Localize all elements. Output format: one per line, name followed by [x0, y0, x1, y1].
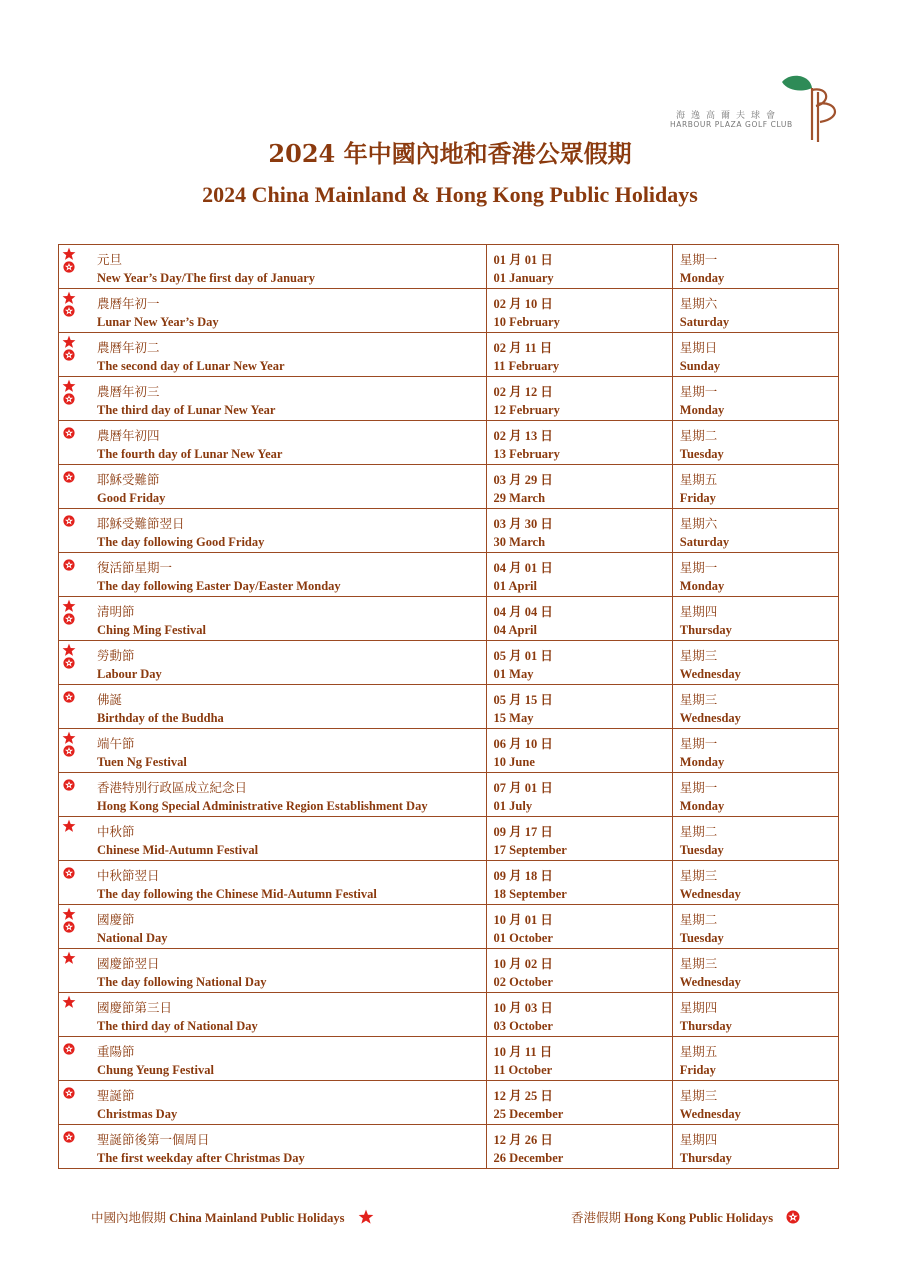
holiday-name-english: Lunar New Year’s Day: [97, 315, 219, 329]
holiday-name-chinese: 中秋節翌日: [97, 868, 160, 883]
holiday-date-chinese: 10 月 02 日: [493, 957, 553, 971]
holiday-name-cell: [59, 289, 487, 333]
holiday-row: [59, 509, 839, 553]
holiday-date-chinese: 04 月 04 日: [493, 605, 553, 619]
holiday-date-chinese: 02 月 13 日: [493, 429, 553, 443]
holiday-weekday-chinese: 星期三: [679, 956, 718, 971]
holiday-weekday-english: Monday: [679, 799, 725, 813]
holiday-name-chinese: 國慶節: [97, 912, 135, 927]
hongkong-holiday-bauhinia-icon: [63, 393, 80, 405]
holiday-name-chinese: 聖誕節後第一個周日: [97, 1132, 210, 1147]
holiday-date-english: 11 October: [493, 1063, 553, 1077]
holiday-weekday-chinese: 星期二: [679, 912, 718, 927]
holiday-date-chinese: 09 月 17 日: [493, 825, 553, 839]
holiday-date-english: 10 June: [493, 755, 535, 769]
holiday-row: [59, 289, 839, 333]
legend-mainland-chinese: 中國內地假期: [91, 1210, 167, 1225]
holiday-name-chinese: 農曆年初二: [97, 340, 160, 355]
holiday-name-chinese: 農曆年初三: [97, 384, 160, 399]
hongkong-holiday-bauhinia-icon: [63, 691, 80, 703]
mainland-holiday-star-icon: [62, 951, 80, 965]
holiday-weekday-cell: [672, 245, 838, 289]
holiday-weekday-chinese: 星期一: [679, 384, 718, 399]
holiday-date-english: 01 May: [493, 667, 534, 681]
holiday-name-cell: [59, 993, 487, 1037]
mainland-holiday-star-icon: [62, 291, 80, 305]
holiday-weekday-english: Monday: [679, 271, 725, 285]
holiday-name-cell: [59, 465, 487, 509]
holiday-name-english: The third day of Lunar New Year: [97, 403, 276, 417]
holiday-name-chinese: 元旦: [97, 252, 123, 267]
hongkong-holiday-bauhinia-icon: [63, 657, 80, 669]
holiday-name-cell: [59, 685, 487, 729]
hongkong-holiday-bauhinia-icon: [63, 921, 80, 933]
holiday-row: [59, 685, 839, 729]
holiday-weekday-chinese: 星期二: [679, 824, 718, 839]
holiday-date-chinese: 04 月 01 日: [493, 561, 553, 575]
holiday-weekday-cell: [672, 421, 838, 465]
holiday-name-english: Birthday of the Buddha: [97, 711, 224, 725]
holiday-name-chinese: 國慶節第三日: [97, 1000, 173, 1015]
holiday-weekday-english: Monday: [679, 579, 725, 593]
holiday-name-english: Christmas Day: [97, 1107, 178, 1121]
hongkong-holiday-bauhinia-icon: [63, 471, 80, 483]
holiday-row: [59, 1081, 839, 1125]
holiday-name-cell: [59, 245, 487, 289]
holiday-name-english: The third day of National Day: [97, 1019, 258, 1033]
holiday-name-english: The day following the Chinese Mid-Autumn Festival: [97, 887, 377, 901]
holiday-date-chinese: 09 月 18 日: [493, 869, 553, 883]
holiday-weekday-english: Friday: [679, 1063, 716, 1077]
holiday-row: [59, 641, 839, 685]
holiday-row: [59, 905, 839, 949]
holiday-type-icons: [62, 467, 80, 483]
holiday-date-chinese: 12 月 26 日: [493, 1133, 553, 1147]
holiday-name-english: Hong Kong Special Administrative Region Establishment Day: [97, 799, 428, 813]
hongkong-holiday-bauhinia-icon: [63, 305, 80, 317]
holiday-name-chinese: 重陽節: [97, 1044, 135, 1059]
holiday-type-icons: [62, 1083, 80, 1099]
holiday-type-icons: [62, 247, 80, 273]
holiday-date-cell: [486, 861, 672, 905]
holiday-row: [59, 773, 839, 817]
holiday-name-cell: [59, 1125, 487, 1169]
holiday-name-cell: [59, 729, 487, 773]
holiday-date-english: 11 February: [493, 359, 560, 373]
holiday-weekday-chinese: 星期六: [679, 296, 718, 311]
holiday-name-english: Tuen Ng Festival: [97, 755, 187, 769]
holiday-name-english: The first weekday after Christmas Day: [97, 1151, 305, 1165]
holiday-weekday-cell: [672, 817, 838, 861]
hongkong-holiday-bauhinia-icon: [63, 745, 80, 757]
holiday-type-icons: [62, 291, 80, 317]
holiday-date-chinese: 10 月 03 日: [493, 1001, 553, 1015]
holiday-name-english: Good Friday: [97, 491, 166, 505]
holiday-weekday-chinese: 星期一: [679, 736, 718, 751]
holiday-weekday-english: Friday: [679, 491, 716, 505]
mainland-holiday-star-icon: [62, 643, 80, 657]
holiday-name-cell: [59, 597, 487, 641]
holiday-weekday-chinese: 星期一: [679, 252, 718, 267]
holiday-date-english: 12 February: [493, 403, 560, 417]
holiday-type-icons: [62, 995, 80, 1009]
holiday-type-icons: [62, 951, 80, 965]
holiday-name-chinese: 勞動節: [97, 648, 135, 663]
holiday-type-icons: [62, 511, 80, 527]
holiday-name-cell: [59, 421, 487, 465]
logo-english-text: HARBOUR PLAZA GOLF CLUB: [670, 120, 793, 129]
holiday-date-cell: [486, 245, 672, 289]
holiday-date-cell: [486, 377, 672, 421]
holiday-name-chinese: 復活節星期一: [97, 560, 173, 575]
legend-mainland-english: China Mainland Public Holidays: [169, 1211, 345, 1225]
hongkong-holiday-bauhinia-icon: [63, 1043, 80, 1055]
holiday-type-icons: [62, 1039, 80, 1055]
holiday-name-cell: [59, 817, 487, 861]
holiday-date-cell: [486, 553, 672, 597]
holiday-weekday-cell: [672, 377, 838, 421]
hongkong-holiday-bauhinia-icon: [63, 1131, 80, 1143]
holiday-weekday-english: Monday: [679, 755, 725, 769]
hongkong-holiday-bauhinia-icon: [63, 261, 80, 273]
holiday-weekday-cell: [672, 861, 838, 905]
holiday-date-cell: [486, 1037, 672, 1081]
holiday-weekday-chinese: 星期一: [679, 780, 718, 795]
holiday-row: [59, 1037, 839, 1081]
holiday-weekday-english: Thursday: [679, 623, 732, 637]
holiday-weekday-english: Wednesday: [679, 887, 741, 901]
holiday-date-cell: [486, 729, 672, 773]
holiday-type-icons: [62, 731, 80, 757]
holiday-name-cell: [59, 333, 487, 377]
hongkong-holiday-bauhinia-icon: [63, 1087, 80, 1099]
holiday-date-cell: [486, 289, 672, 333]
holiday-type-icons: [62, 1127, 80, 1143]
holiday-date-chinese: 03 月 30 日: [493, 517, 553, 531]
holiday-type-icons: [62, 335, 80, 361]
holiday-name-cell: [59, 377, 487, 421]
holiday-weekday-chinese: 星期一: [679, 560, 718, 575]
hongkong-holiday-bauhinia-icon: [63, 515, 80, 527]
holiday-type-icons: [62, 863, 80, 879]
holiday-weekday-english: Saturday: [679, 315, 730, 329]
holiday-weekday-chinese: 星期三: [679, 648, 718, 663]
holiday-weekday-chinese: 星期六: [679, 516, 718, 531]
holiday-weekday-english: Saturday: [679, 535, 730, 549]
holiday-weekday-chinese: 星期三: [679, 692, 718, 707]
holiday-date-chinese: 07 月 01 日: [493, 781, 553, 795]
holiday-row: [59, 421, 839, 465]
holiday-date-chinese: 05 月 01 日: [493, 649, 553, 663]
holiday-date-english: 18 September: [493, 887, 567, 901]
holiday-type-icons: [62, 423, 80, 439]
holiday-date-english: 01 October: [493, 931, 553, 945]
holiday-name-english: Chinese Mid-Autumn Festival: [97, 843, 259, 857]
holiday-type-icons: [62, 687, 80, 703]
holiday-name-chinese: 國慶節翌日: [97, 956, 160, 971]
holidays-table: [58, 244, 839, 1169]
holiday-date-english: 03 October: [493, 1019, 553, 1033]
holiday-date-english: 01 April: [493, 579, 537, 593]
holiday-weekday-english: Sunday: [679, 359, 721, 373]
hongkong-holiday-bauhinia-icon: [63, 867, 80, 879]
holiday-date-english: 01 July: [493, 799, 533, 813]
legend-hongkong: [571, 1208, 800, 1228]
holiday-weekday-cell: [672, 1125, 838, 1169]
holiday-name-cell: [59, 1081, 487, 1125]
holiday-row: [59, 553, 839, 597]
holiday-weekday-chinese: 星期二: [679, 428, 718, 443]
page-title-chinese: 2024 年中國內地和香港公眾假期: [268, 139, 632, 168]
holiday-date-english: 15 May: [493, 711, 534, 725]
holiday-name-english: Chung Yeung Festival: [97, 1063, 214, 1077]
holiday-date-cell: [486, 949, 672, 993]
holiday-row: [59, 993, 839, 1037]
holiday-date-cell: [486, 597, 672, 641]
hongkong-holiday-bauhinia-icon: [63, 349, 80, 361]
holiday-name-english: The day following Easter Day/Easter Monday: [97, 579, 341, 593]
holiday-type-icons: [62, 555, 80, 571]
hongkong-holiday-bauhinia-icon: [63, 613, 80, 625]
holiday-name-cell: [59, 1037, 487, 1081]
holiday-weekday-english: Tuesday: [679, 843, 724, 857]
holiday-weekday-cell: [672, 905, 838, 949]
legend-mainland: [91, 1208, 374, 1229]
mainland-holiday-star-icon: [62, 335, 80, 349]
holiday-date-english: 01 January: [493, 271, 554, 285]
holiday-date-english: 04 April: [493, 623, 537, 637]
mainland-holiday-star-icon: [62, 731, 80, 745]
mainland-holiday-star-icon: [62, 995, 80, 1009]
holiday-weekday-cell: [672, 553, 838, 597]
holiday-weekday-english: Monday: [679, 403, 725, 417]
holiday-name-english: Ching Ming Festival: [97, 623, 207, 637]
holiday-weekday-cell: [672, 993, 838, 1037]
holiday-weekday-english: Tuesday: [679, 447, 724, 461]
holiday-date-chinese: 10 月 11 日: [493, 1045, 553, 1059]
holiday-row: [59, 333, 839, 377]
holiday-weekday-cell: [672, 333, 838, 377]
holiday-row: [59, 817, 839, 861]
holiday-date-english: 13 February: [493, 447, 560, 461]
holiday-name-chinese: 佛誕: [97, 692, 123, 707]
logo-chinese-text: 海逸高爾夫球會: [676, 111, 782, 121]
holiday-type-icons: [62, 775, 80, 791]
holiday-weekday-english: Wednesday: [679, 711, 741, 725]
holiday-date-cell: [486, 465, 672, 509]
holiday-weekday-cell: [672, 1081, 838, 1125]
holiday-weekday-chinese: 星期四: [679, 604, 718, 619]
holiday-name-english: National Day: [97, 931, 168, 945]
holiday-row: [59, 597, 839, 641]
holiday-name-chinese: 農曆年初四: [97, 428, 160, 443]
red-star-icon: [358, 1209, 374, 1229]
holiday-date-chinese: 05 月 15 日: [493, 693, 553, 707]
holiday-date-english: 26 December: [493, 1151, 564, 1165]
holiday-weekday-cell: [672, 685, 838, 729]
holiday-weekday-cell: [672, 641, 838, 685]
bauhinia-icon: [786, 1210, 800, 1228]
holiday-weekday-chinese: 星期五: [679, 472, 718, 487]
mainland-holiday-star-icon: [62, 379, 80, 393]
holiday-row: [59, 949, 839, 993]
mainland-holiday-star-icon: [62, 599, 80, 613]
holiday-date-cell: [486, 509, 672, 553]
holiday-name-english: New Year’s Day/The first day of January: [97, 271, 316, 285]
holiday-date-chinese: 02 月 11 日: [493, 341, 553, 355]
page-title-english: 2024 China Mainland & Hong Kong Public Holidays: [202, 182, 698, 207]
holiday-name-cell: [59, 509, 487, 553]
holiday-weekday-cell: [672, 949, 838, 993]
mainland-holiday-star-icon: [62, 247, 80, 261]
holiday-name-chinese: 端午節: [97, 736, 135, 751]
holiday-date-english: 29 March: [493, 491, 546, 505]
holiday-date-cell: [486, 773, 672, 817]
holiday-row: [59, 729, 839, 773]
holiday-type-icons: [62, 643, 80, 669]
holiday-name-cell: [59, 905, 487, 949]
holiday-type-icons: [62, 819, 80, 833]
holiday-date-english: 30 March: [493, 535, 546, 549]
mainland-holiday-star-icon: [62, 907, 80, 921]
holiday-type-icons: [62, 907, 80, 933]
holiday-weekday-english: Wednesday: [679, 1107, 741, 1121]
holiday-name-english: The day following National Day: [97, 975, 267, 989]
holiday-name-chinese: 清明節: [97, 604, 135, 619]
holiday-date-chinese: 10 月 01 日: [493, 913, 553, 927]
holiday-name-cell: [59, 641, 487, 685]
holiday-date-chinese: 03 月 29 日: [493, 473, 553, 487]
holiday-type-icons: [62, 599, 80, 625]
holiday-name-cell: [59, 949, 487, 993]
holiday-weekday-chinese: 星期四: [679, 1132, 718, 1147]
holiday-date-chinese: 01 月 01 日: [493, 253, 553, 267]
holiday-weekday-cell: [672, 729, 838, 773]
holiday-date-cell: [486, 993, 672, 1037]
holiday-weekday-english: Tuesday: [679, 931, 724, 945]
holiday-date-english: 17 September: [493, 843, 567, 857]
holidays-table-body: [59, 245, 839, 1169]
holiday-weekday-chinese: 星期三: [679, 1088, 718, 1103]
holiday-date-cell: [486, 685, 672, 729]
holiday-name-cell: [59, 861, 487, 905]
holiday-name-english: Labour Day: [97, 667, 162, 681]
holiday-weekday-chinese: 星期五: [679, 1044, 718, 1059]
holiday-name-english: The day following Good Friday: [97, 535, 265, 549]
holiday-name-chinese: 耶穌受難節: [97, 472, 160, 487]
holiday-date-chinese: 12 月 25 日: [493, 1089, 553, 1103]
holiday-name-chinese: 耶穌受難節翌日: [97, 516, 185, 531]
holiday-date-cell: [486, 1125, 672, 1169]
holiday-date-chinese: 06 月 10 日: [493, 737, 553, 751]
holiday-name-chinese: 農曆年初一: [97, 296, 160, 311]
holiday-weekday-english: Wednesday: [679, 975, 741, 989]
holiday-date-cell: [486, 1081, 672, 1125]
holiday-weekday-cell: [672, 597, 838, 641]
hongkong-holiday-bauhinia-icon: [63, 427, 80, 439]
holiday-weekday-english: Thursday: [679, 1151, 732, 1165]
holiday-date-cell: [486, 905, 672, 949]
holiday-date-cell: [486, 333, 672, 377]
holiday-date-chinese: 02 月 12 日: [493, 385, 553, 399]
holiday-name-chinese: 聖誕節: [97, 1088, 135, 1103]
holiday-row: [59, 377, 839, 421]
holiday-weekday-chinese: 星期三: [679, 868, 718, 883]
holiday-row: [59, 465, 839, 509]
holiday-name-cell: [59, 553, 487, 597]
holiday-type-icons: [62, 379, 80, 405]
holiday-weekday-cell: [672, 509, 838, 553]
holiday-date-cell: [486, 641, 672, 685]
holiday-name-cell: [59, 773, 487, 817]
holiday-date-english: 02 October: [493, 975, 553, 989]
holiday-name-chinese: 香港特別行政區成立紀念日: [97, 780, 248, 795]
holiday-weekday-english: Wednesday: [679, 667, 741, 681]
holiday-weekday-cell: [672, 465, 838, 509]
holiday-date-chinese: 02 月 10 日: [493, 297, 553, 311]
hongkong-holiday-bauhinia-icon: [63, 559, 80, 571]
holiday-weekday-cell: [672, 289, 838, 333]
holiday-weekday-cell: [672, 1037, 838, 1081]
holiday-date-cell: [486, 421, 672, 465]
holiday-weekday-chinese: 星期四: [679, 1000, 718, 1015]
holiday-date-english: 25 December: [493, 1107, 564, 1121]
holiday-name-chinese: 中秋節: [97, 824, 135, 839]
holiday-row: [59, 245, 839, 289]
holiday-name-english: The second day of Lunar New Year: [97, 359, 285, 373]
legend-hongkong-english: Hong Kong Public Holidays: [624, 1211, 774, 1225]
mainland-holiday-star-icon: [62, 819, 80, 833]
holiday-weekday-chinese: 星期日: [679, 340, 718, 355]
holiday-date-cell: [486, 817, 672, 861]
holiday-row: [59, 1125, 839, 1169]
hongkong-holiday-bauhinia-icon: [63, 779, 80, 791]
holiday-name-english: The fourth day of Lunar New Year: [97, 447, 283, 461]
holiday-weekday-cell: [672, 773, 838, 817]
holiday-weekday-english: Thursday: [679, 1019, 732, 1033]
legend-hongkong-chinese: 香港假期: [571, 1210, 622, 1225]
holiday-row: [59, 861, 839, 905]
holiday-date-english: 10 February: [493, 315, 560, 329]
